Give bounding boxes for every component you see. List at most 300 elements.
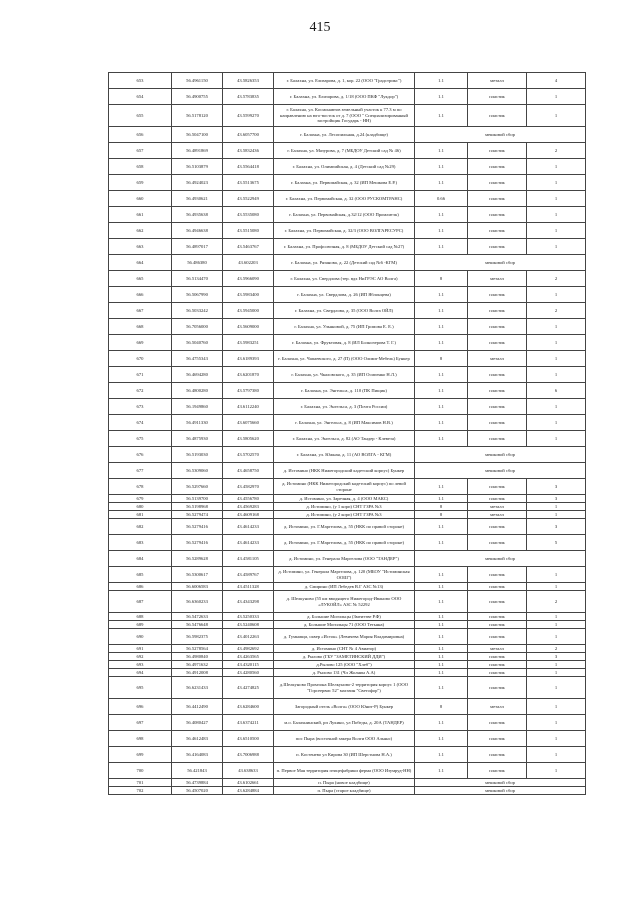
- cell-latitude: 56.5472633: [172, 613, 223, 621]
- cell-longitude: 43.4581105: [223, 551, 274, 567]
- cell-address: д. Истомино, ул. Заречная, д. 4 (ООО МАКС): [274, 495, 415, 503]
- cell-collection-method: мешковой сбор: [415, 447, 586, 463]
- cell-volume: 8: [415, 351, 468, 367]
- table-row: [109, 207, 586, 223]
- cell-material: пластик: [468, 89, 527, 105]
- cell-latitude: 56.5982375: [172, 629, 223, 645]
- cell-longitude: 43.5983400: [223, 287, 274, 303]
- cell-address: д. Истомино, ул. Генерала Маргелова, д. 120 (МБОУ "Истоминская ООШ"): [274, 567, 415, 583]
- cell-count: 1: [527, 367, 586, 383]
- cell-number: 689: [109, 621, 172, 629]
- cell-address: д. Истомино, (у 2 корп) СНТ ГЗРА №3: [274, 511, 415, 519]
- cell-address: д. Истомино, ул. Г.Маргелова, д. 55 (НКК по правой стороне): [274, 535, 415, 551]
- cell-latitude: 56.4911330: [172, 415, 223, 431]
- cell-volume: 1.1: [415, 73, 468, 89]
- cell-count: 1: [527, 621, 586, 629]
- cell-volume: 1.1: [415, 303, 468, 319]
- table: [108, 72, 586, 795]
- cell-latitude: 56.4912008: [172, 669, 223, 677]
- cell-count: 1: [527, 335, 586, 351]
- cell-number: 688: [109, 613, 172, 621]
- cell-volume: 1.1: [415, 747, 468, 763]
- cell-longitude: 43.5513675: [223, 175, 274, 191]
- cell-longitude: 43.602203: [223, 255, 274, 271]
- cell-volume: 1.1: [415, 239, 468, 255]
- cell-number: 680: [109, 503, 172, 511]
- cell-address: п. Пыра (новое кладбище): [274, 779, 415, 787]
- cell-address: д. Смирино (ИП Лебедев В.Г АЗС №13): [274, 583, 415, 591]
- table-row: [109, 519, 586, 535]
- cell-material: металл: [468, 645, 527, 653]
- cell-latitude: 56.5033242: [172, 303, 223, 319]
- table-row: [109, 383, 586, 399]
- cell-volume: 1.1: [415, 105, 468, 127]
- cell-latitude: 56.5279474: [172, 511, 223, 519]
- table-row: [109, 763, 586, 779]
- cell-latitude: 56.5040760: [172, 335, 223, 351]
- cell-longitude: 43.5515080: [223, 223, 274, 239]
- cell-material: пластик: [468, 223, 527, 239]
- cell-number: 684: [109, 551, 172, 567]
- cell-address: г. Балахна, ул. Первомайская, д. 32 (ИП Мешкова Е.Р.): [274, 175, 415, 191]
- table-row: [109, 731, 586, 747]
- cell-longitude: 43.4614233: [223, 535, 274, 551]
- cell-number: 661: [109, 207, 172, 223]
- cell-latitude: 56.4930621: [172, 191, 223, 207]
- cell-address: д. Гумнищи, сквер «Исток» (Левичева Мария Владимировна): [274, 629, 415, 645]
- cell-address: п. Первое Мая территория птицефабрики ферма (ООО Изумруд-НН): [274, 763, 415, 779]
- cell-latitude: 56.5178120: [172, 105, 223, 127]
- cell-material: пластик: [468, 367, 527, 383]
- cell-material: пластик: [468, 583, 527, 591]
- cell-latitude: 56.5476648: [172, 621, 223, 629]
- cell-count: 1: [527, 699, 586, 715]
- cell-longitude: 43.7006988: [223, 747, 274, 763]
- cell-longitude: 43.4614233: [223, 519, 274, 535]
- cell-count: 1: [527, 763, 586, 779]
- cell-volume: 1.1: [415, 367, 468, 383]
- cell-longitude: 43.4589767: [223, 567, 274, 583]
- cell-volume: 1.1: [415, 399, 468, 415]
- cell-number: 700: [109, 763, 172, 779]
- cell-latitude: 56.5289628: [172, 551, 223, 567]
- cell-longitude: 43.5564418: [223, 159, 274, 175]
- cell-count: 1: [527, 207, 586, 223]
- cell-longitude: 43.6102661: [223, 779, 274, 787]
- cell-address: д. Большие Могильцы (Змеиттве Р.Ф): [274, 613, 415, 621]
- cell-longitude: 43.6374211: [223, 715, 274, 731]
- cell-collection-method: мешковой сбор: [415, 127, 586, 143]
- cell-volume: 1.1: [415, 335, 468, 351]
- table-row: [109, 271, 586, 287]
- table-row: [109, 621, 586, 629]
- cell-latitude: 56.4755343: [172, 351, 223, 367]
- cell-count: 1: [527, 747, 586, 763]
- cell-material: пластик: [468, 239, 527, 255]
- cell-material: пластик: [468, 677, 527, 699]
- cell-number: 672: [109, 383, 172, 399]
- cell-number: 690: [109, 629, 172, 645]
- cell-count: 1: [527, 415, 586, 431]
- cell-longitude: 43.6112240: [223, 399, 274, 415]
- table-row: [109, 567, 586, 583]
- cell-number: 663: [109, 239, 172, 255]
- cell-latitude: 56.4897017: [172, 239, 223, 255]
- cell-volume: 1.1: [415, 143, 468, 159]
- cell-longitude: 43.5832436: [223, 143, 274, 159]
- cell-count: 6: [527, 383, 586, 399]
- cell-address: г. Балахна, ул. Свердлова (тер. вдх НиГРЭС АО Волга): [274, 271, 415, 287]
- cell-volume: 1.1: [415, 629, 468, 645]
- cell-count: 2: [527, 143, 586, 159]
- cell-address: г. Балахна, ул. Рязанова, д. 22 (Детский сад №6 -КГМ): [274, 255, 415, 271]
- cell-address: д. Истомино (НКК Нижегородский кадетский корпус) Бункер: [274, 463, 415, 479]
- cell-address: г. Балахна, ул. Энгельса, д. 3 (Почта России): [274, 399, 415, 415]
- cell-count: 1: [527, 319, 586, 335]
- cell-latitude: 56.6360233: [172, 591, 223, 613]
- cell-count: 1: [527, 503, 586, 511]
- cell-number: 694: [109, 669, 172, 677]
- cell-latitude: 56.5134470: [172, 271, 223, 287]
- cell-volume: 1.1: [415, 319, 468, 335]
- cell-longitude: 43.5250333: [223, 613, 274, 621]
- cell-material: пластик: [468, 535, 527, 551]
- cell-count: 1: [527, 191, 586, 207]
- cell-number: 682: [109, 519, 172, 535]
- table-row: [109, 551, 586, 567]
- cell-latitude: 56.5139700: [172, 495, 223, 503]
- cell-count: 1: [527, 105, 586, 127]
- cell-count: 2: [527, 271, 586, 287]
- cell-longitude: 43.4320115: [223, 661, 274, 669]
- cell-count: 1: [527, 399, 586, 415]
- cell-longitude: 43.6284884: [223, 787, 274, 795]
- cell-latitude: 56.486380: [172, 255, 223, 271]
- table-row: [109, 351, 586, 367]
- cell-longitude: 43.4012263: [223, 629, 274, 645]
- cell-address: г. Балахна, ул. Первомайская, д.32/12 (ООО Промлитэк): [274, 207, 415, 223]
- cell-material: пластик: [468, 175, 527, 191]
- cell-count: 2: [527, 303, 586, 319]
- cell-material: пластик: [468, 653, 527, 661]
- cell-latitude: 56.4739884: [172, 779, 223, 787]
- cell-latitude: 56.4924023: [172, 175, 223, 191]
- cell-address: г. Балахна, ул. Чапаевского, д. 27 (П) (ООО Олимп-Мебель) Бункер: [274, 351, 415, 367]
- cell-number: 654: [109, 89, 172, 105]
- cell-volume: 8: [415, 271, 468, 287]
- cell-latitude: 56.6231433: [172, 677, 223, 699]
- table-row: [109, 715, 586, 731]
- cell-longitude: 43.638633: [223, 763, 274, 779]
- cell-count: 2: [527, 591, 586, 613]
- cell-material: пластик: [468, 731, 527, 747]
- cell-material: пластик: [468, 763, 527, 779]
- cell-count: 1: [527, 431, 586, 447]
- cell-count: 1: [527, 715, 586, 731]
- cell-longitude: 43.4263565: [223, 653, 274, 661]
- cell-material: пластик: [468, 319, 527, 335]
- cell-address: г. Балахна, ул. Энгельса, д. 82 (АО Тандер - Клевеза): [274, 431, 415, 447]
- cell-count: 3: [527, 519, 586, 535]
- cell-number: 677: [109, 463, 172, 479]
- cell-material: металл: [468, 271, 527, 287]
- cell-material: пластик: [468, 159, 527, 175]
- cell-number: 662: [109, 223, 172, 239]
- cell-longitude: 43.4274825: [223, 677, 274, 699]
- cell-material: металл: [468, 351, 527, 367]
- table-row: [109, 613, 586, 621]
- cell-number: 687: [109, 591, 172, 613]
- table-row: [109, 255, 586, 271]
- cell-material: пластик: [468, 191, 527, 207]
- cell-collection-method: мешковой сбор: [415, 779, 586, 787]
- cell-address: п. Костенево ул Кирова 30 (ИП Шерстнова Н.А.): [274, 747, 415, 763]
- cell-address: д. Истомино, ул. Г.Маргелова, д. 55 (НКК по правой стороне): [274, 519, 415, 535]
- cell-volume: 1.1: [415, 613, 468, 621]
- cell-latitude: 56.5309060: [172, 463, 223, 479]
- table-row: [109, 431, 586, 447]
- cell-material: пластик: [468, 303, 527, 319]
- cell-volume: 1.1: [415, 583, 468, 591]
- cell-count: 1: [527, 351, 586, 367]
- table-row: [109, 591, 586, 613]
- table-row: [109, 503, 586, 511]
- cell-volume: 1.1: [415, 731, 468, 747]
- cell-longitude: 43.4556780: [223, 495, 274, 503]
- cell-volume: 1.1: [415, 383, 468, 399]
- cell-number: 655: [109, 105, 172, 127]
- cell-number: 686: [109, 583, 172, 591]
- cell-volume: 1.1: [415, 159, 468, 175]
- cell-address: г. Балахна, ул. Первомайская, д. 32 (ООО РУСКОМТРАНС): [274, 191, 415, 207]
- cell-material: металл: [468, 73, 527, 89]
- cell-material: металл: [468, 503, 527, 511]
- cell-volume: 1.1: [415, 287, 468, 303]
- cell-collection-method: мешковой сбор: [415, 551, 586, 567]
- cell-latitude: 56.4961150: [172, 73, 223, 89]
- cell-address: г. Балахна, ул. Энгельса, д. 110 (ПК Пищик): [274, 383, 415, 399]
- cell-volume: 1.1: [415, 519, 468, 535]
- cell-volume: 1.1: [415, 661, 468, 669]
- cell-material: пластик: [468, 143, 527, 159]
- cell-longitude: 43.4280560: [223, 669, 274, 677]
- cell-volume: 1.1: [415, 89, 468, 105]
- cell-volume: 8: [415, 511, 468, 519]
- cell-latitude: 56.4946638: [172, 223, 223, 239]
- cell-volume: 1.1: [415, 223, 468, 239]
- cell-volume: 1.1: [415, 591, 468, 613]
- cell-longitude: 43.5983251: [223, 335, 274, 351]
- cell-material: пластик: [468, 335, 527, 351]
- cell-address: г. Балахна, ул. Олимпийская, д. 4 (Детский сад №29): [274, 159, 415, 175]
- cell-number: 695: [109, 677, 172, 699]
- cell-volume: 1.1: [415, 207, 468, 223]
- cell-address: п. Пыра (старое кладбище): [274, 787, 415, 795]
- cell-address: г. Балахна, ул. Ульяновой, д. 75 (ИП Громова Е. Е.): [274, 319, 415, 335]
- cell-count: 4: [527, 73, 586, 89]
- cell-number: 701: [109, 779, 172, 787]
- cell-address: г. Балахна, ул. Елизарова, д. 1, кор. 22 (ООО "Градстрикс"): [274, 73, 415, 89]
- cell-number: 658: [109, 159, 172, 175]
- cell-material: пластик: [468, 519, 527, 535]
- cell-count: 1: [527, 159, 586, 175]
- cell-latitude: 56.4080427: [172, 715, 223, 731]
- cell-longitude: 43.5535080: [223, 207, 274, 223]
- cell-number: 699: [109, 747, 172, 763]
- cell-count: 1: [527, 567, 586, 583]
- cell-number: 681: [109, 511, 172, 519]
- cell-latitude: 56.4935638: [172, 207, 223, 223]
- cell-number: 683: [109, 535, 172, 551]
- cell-material: пластик: [468, 661, 527, 669]
- cell-latitude: 56.4507020: [172, 787, 223, 795]
- cell-number: 693: [109, 661, 172, 669]
- cell-latitude: 56.5279416: [172, 535, 223, 551]
- cell-number: 657: [109, 143, 172, 159]
- cell-address: г. Балахна, ул. Первомайская, д. 32/3 (ООО ВОЛГАРЕСУРС): [274, 223, 415, 239]
- table-body: [109, 73, 586, 795]
- cell-longitude: 43.5826353: [223, 73, 274, 89]
- cell-count: 1: [527, 583, 586, 591]
- cell-latitude: 56.421843: [172, 763, 223, 779]
- table-row: [109, 335, 586, 351]
- table-row: [109, 677, 586, 699]
- table-row: [109, 319, 586, 335]
- cell-number: 669: [109, 335, 172, 351]
- cell-number: 670: [109, 351, 172, 367]
- cell-count: 1: [527, 89, 586, 105]
- cell-longitude: 43.4511328: [223, 583, 274, 591]
- table-row: [109, 535, 586, 551]
- table-row: [109, 747, 586, 763]
- table-row: [109, 645, 586, 653]
- cell-number: 702: [109, 787, 172, 795]
- cell-latitude: 56.4412490: [172, 699, 223, 715]
- cell-latitude: 56.5193030: [172, 447, 223, 463]
- cell-number: 659: [109, 175, 172, 191]
- cell-address: г. Балахна, ул. Свердлова, д. 26 (ИП Яблонцева): [274, 287, 415, 303]
- cell-number: 665: [109, 271, 172, 287]
- cell-longitude: 43.6057700: [223, 127, 274, 143]
- cell-address: д. Истомино (НКК Нижегородский кадетский корпус) по левой стороне: [274, 479, 415, 495]
- cell-volume: 1.1: [415, 677, 468, 699]
- cell-latitude: 56.4164083: [172, 747, 223, 763]
- cell-material: металл: [468, 511, 527, 519]
- table-row: [109, 159, 586, 175]
- table-row: [109, 511, 586, 519]
- table-row: [109, 661, 586, 669]
- cell-longitude: 43.5702570: [223, 447, 274, 463]
- cell-latitude: 56.4875930: [172, 431, 223, 447]
- cell-number: 685: [109, 567, 172, 583]
- cell-count: 1: [527, 239, 586, 255]
- cell-number: 674: [109, 415, 172, 431]
- cell-volume: 1.1: [415, 669, 468, 677]
- cell-address: г. Балахна, ул. Космонавтов земельный участок к 77.3 м по направлению на юго-восток от д. 7 (ООО " Специализированный застройщик Государь - НН): [274, 105, 415, 127]
- cell-count: 1: [527, 287, 586, 303]
- cell-number: 698: [109, 731, 172, 747]
- cell-address: д. Большие Могильцы 71 (ООО Тетьяна): [274, 621, 415, 629]
- table-row: [109, 653, 586, 661]
- cell-material: пластик: [468, 613, 527, 621]
- cell-number: 673: [109, 399, 172, 415]
- cell-longitude: 43.6201870: [223, 367, 274, 383]
- table-row: [109, 669, 586, 677]
- table-row: [109, 787, 586, 795]
- cell-volume: 1.1: [415, 621, 468, 629]
- cell-longitude: 43.5783835: [223, 89, 274, 105]
- cell-latitude: 56.5279416: [172, 519, 223, 535]
- table-row: [109, 463, 586, 479]
- cell-number: 678: [109, 479, 172, 495]
- cell-longitude: 43.5805620: [223, 431, 274, 447]
- cell-address: д. Истомино (СНТ № 4 Авиатор): [274, 645, 415, 653]
- cell-latitude: 56.4971632: [172, 661, 223, 669]
- cell-latitude: 56.5278564: [172, 645, 223, 653]
- cell-volume: 1.1: [415, 495, 468, 503]
- cell-latitude: 56.4980840: [172, 653, 223, 661]
- cell-longitude: 43.5522949: [223, 191, 274, 207]
- cell-latitude: 56.5297660: [172, 479, 223, 495]
- cell-address: г. Балахна, ул. Профсоюзная, д. 8 (МБДОУ Детский сад №27): [274, 239, 415, 255]
- cell-latitude: 56.5103879: [172, 159, 223, 175]
- cell-number: 691: [109, 645, 172, 653]
- cell-latitude: 56.5047100: [172, 127, 223, 143]
- cell-volume: 0.66: [415, 191, 468, 207]
- cell-material: пластик: [468, 669, 527, 677]
- table-row: [109, 447, 586, 463]
- cell-count: 1: [527, 677, 586, 699]
- cell-volume: 1.1: [415, 653, 468, 661]
- cell-collection-method: мешковой сбор: [415, 255, 586, 271]
- cell-longitude: 43.4982692: [223, 645, 274, 653]
- table-row: [109, 223, 586, 239]
- cell-material: пластик: [468, 591, 527, 613]
- table-row: [109, 479, 586, 495]
- table-row: [109, 583, 586, 591]
- cell-volume: 1.1: [415, 175, 468, 191]
- cell-latitude: 56.1949860: [172, 399, 223, 415]
- table-row: [109, 105, 586, 127]
- cell-number: 676: [109, 447, 172, 463]
- cell-longitude: 43.5797380: [223, 383, 274, 399]
- cell-latitude: 56.4900755: [172, 89, 223, 105]
- cell-number: 656: [109, 127, 172, 143]
- cell-address: г. Балахна, ул. Фруктовая, д. 8 (ИЛ Болнозерова Т. Г.): [274, 335, 415, 351]
- cell-number: 660: [109, 191, 172, 207]
- cell-volume: 8: [415, 503, 468, 511]
- cell-address: д. Истомино, (у 1 корп) СНТ ГЗРА №3: [274, 503, 415, 511]
- cell-count: 3: [527, 479, 586, 495]
- cell-number: 679: [109, 495, 172, 503]
- cell-longitude: 43.6284600: [223, 699, 274, 715]
- table-row: [109, 699, 586, 715]
- table-row: [109, 143, 586, 159]
- cell-longitude: 43.4658750: [223, 463, 274, 479]
- cell-collection-method: мешковой сбор: [415, 463, 586, 479]
- cell-material: пластик: [468, 431, 527, 447]
- cell-material: пластик: [468, 415, 527, 431]
- cell-address: д. Рылово 131 (Чл Жолнин А.А): [274, 669, 415, 677]
- table-row: [109, 399, 586, 415]
- cell-number: 653: [109, 73, 172, 89]
- page-number: 415: [309, 20, 331, 35]
- cell-address: г. Балахна, ул. Энгельса, д. 8 (ИП Максимов Н.В.): [274, 415, 415, 431]
- cell-volume: 1.1: [415, 645, 468, 653]
- cell-count: 2: [527, 645, 586, 653]
- cell-latitude: 56.7056000: [172, 319, 223, 335]
- cell-collection-method: мешковой сбор: [415, 787, 586, 795]
